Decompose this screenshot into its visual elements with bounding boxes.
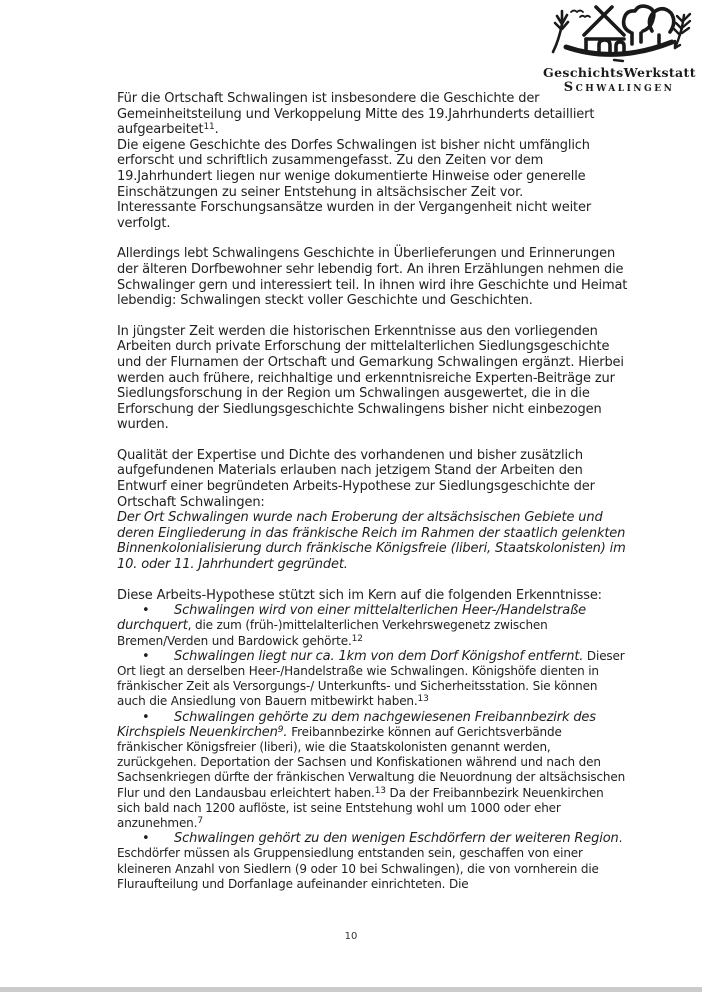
paragraph-juengste-zeit: In jüngster Zeit werden die historischen Erkenntnisse aus den vorliegenden Arbeiten durch private Erforschung der mittelalterlichen Siedlungsgeschichte und der Flurnamen der Ortschaft und Gemarkung Schwalingen ergänzt. Hierbei werden auch frühere, reichhaltige und erkenntnisreiche Experten-Beiträge zur Siedlungsforschung in der Region um Schwalingen ausgewertet, die in die Erforschung der Siedlungsgeschichte Schwalingens bisher nicht einbezogen wurden. bbox=[117, 323, 624, 433]
footnote-ref-12: 12 bbox=[351, 633, 363, 644]
paragraph-ueberlieferungen: Allerdings lebt Schwalingens Geschichte in Überlieferungen und Erinnerungen der älteren Dorfbewohner sehr lebendig fort. An ihren Erzählungen nehmen die Schwalinger gern und interessiert teil. In ihnen wird ihre Geschichte und Heimat lebendig: Schwalingen steckt voller Geschichte und Geschichten. bbox=[117, 246, 628, 309]
footnote-ref-13: 13 bbox=[417, 694, 429, 705]
logo-subtitle: Schwalingen bbox=[563, 80, 675, 95]
bullet-lead-end: . bbox=[283, 724, 292, 740]
body-text: Für die Ortschaft Schwalingen ist insbesondere die Geschichte der Gemeinheitsteilung und Verkoppelung Mitte des 19.Jahrhunderts detailliert aufgearbeitet bbox=[117, 91, 595, 138]
bullet-list bbox=[117, 603, 629, 892]
list-item-eschdoerfer bbox=[117, 831, 629, 892]
bullet-detail: Dieser Ort liegt an derselben Heer-/Handelstraße wie Schwalingen. Königshöfe dienten in fränkischer Zeit als Versorgungs-/ Unterkunfts- und Sicherheitsstation. Sie können auch die Ansiedlung von Bauern mitbewirkt haben. bbox=[117, 648, 625, 709]
logo-graphic-farmhouse-icon bbox=[544, 2, 694, 64]
bullet-detail: Freibannbezirke können auf Gerichtsverbände fränkischer Königsfreier (liberi), wie die Staatskolonisten genannt werden, zurückgehen. Deportation der Sachsen und Konfiskationen während und nach den Sachsenkriegen dürfte der fränkischen Verwaltung die Neuordnung der altsächsischen Flur und den Landausbau erleichtert haben. bbox=[117, 724, 626, 800]
body-text: . bbox=[214, 122, 219, 138]
page-number: 10 bbox=[344, 931, 358, 942]
bullet-icon: • bbox=[142, 709, 150, 725]
bullet-icon: • bbox=[142, 831, 150, 847]
bullet-lead: Schwalingen liegt nur ca. 1km von dem Dorf Königshof entfernt. bbox=[174, 648, 584, 664]
ground-swoosh-icon bbox=[566, 42, 672, 61]
paragraph-ortsgeschichte bbox=[117, 91, 629, 231]
bullet-lead-end: . bbox=[618, 831, 623, 846]
footnote-ref-11: 11 bbox=[203, 122, 215, 133]
bullet-lead: Schwalingen wird von einer mittelalterlichen Heer-/Handelstraße durchquert bbox=[117, 603, 586, 634]
wheat-right-icon bbox=[674, 14, 690, 48]
bullet-lead: Schwalingen gehörte zu dem nachgewiesenen Freibannbezirk des Kirchspiels Neuenkirchen bbox=[117, 709, 596, 740]
text-line bbox=[117, 91, 629, 138]
list-item-freibannbezirk bbox=[117, 710, 629, 832]
text-line: Interessante Forschungsansätze wurden in der Vergangenheit nicht weiter verfolgt. bbox=[117, 200, 592, 231]
bullet-detail: , die zum (früh-)mittelalterlichen Verkehrswegenetz zwischen Bremen/Verden und Bardowick gehörte. bbox=[117, 618, 548, 648]
document-body bbox=[117, 91, 629, 892]
hypothesis-statement: Der Ort Schwalingen wurde nach Eroberung der altsächsischen Gebiete und deren Eingliederung in das fränkische Reich im Rahmen der staatlich gelenkten Binnenkolonialisierung durch fränkische Königsfreie (liberi, Staatskolonisten) im 10. oder 11. Jahrhundert gegründet. bbox=[117, 510, 626, 573]
text-line: Die eigene Geschichte des Dorfes Schwalingen ist bisher nicht umfänglich erforscht und schriftlich zusammengefasst. Zu den Zeiten vor dem 19.Jahrhundert liegen nur wenige dokumentierte Hinweise oder generelle Einschätzungen zu seiner Entstehung in altsächsischer Zeit vor. bbox=[117, 137, 590, 200]
paragraph-erkenntnisse-intro: Diese Arbeits-Hypothese stützt sich im Kern auf die folgenden Erkenntnisse: bbox=[117, 587, 602, 603]
bullet-icon: • bbox=[142, 603, 150, 619]
list-item-heerstrasse bbox=[117, 603, 629, 649]
footnote-ref-13: 13 bbox=[374, 785, 386, 796]
list-item-koenigshof bbox=[117, 649, 629, 710]
logo bbox=[543, 2, 695, 95]
bullet-icon: • bbox=[142, 648, 150, 664]
window-bottom-edge bbox=[0, 987, 702, 992]
logo-title: GeschichtsWerkstatt bbox=[543, 65, 696, 80]
farmhouse-icon bbox=[584, 7, 624, 52]
bullet-lead: Schwalingen gehört zu den wenigen Eschdörfern der weiteren Region bbox=[174, 831, 619, 847]
paragraph-hypothese bbox=[117, 448, 629, 573]
trees-icon bbox=[624, 6, 674, 44]
footnote-ref-9: 9 bbox=[277, 724, 284, 735]
footnote-ref-7: 7 bbox=[197, 816, 203, 827]
birds-icon bbox=[571, 11, 590, 18]
bullet-detail: Da der Freibannbezirk Neuenkirchen sich bald nach 1200 auflöste, ist seine Entstehung wohl um 1000 oder eher anzunehmen. bbox=[117, 785, 604, 831]
text-line: Qualität der Expertise und Dichte des vorhandenen und bisher zusätzlich aufgefundenen Materials erlauben nach jetzigem Stand der Arbeiten den Entwurf einer begründeten Arbeits-Hypothese zur Siedlungsgeschichte der Ortschaft Schwalingen: bbox=[117, 447, 595, 510]
bullet-detail: Eschdörfer müssen als Gruppensiedlung entstanden sein, geschaffen von einer kleineren Anzahl von Siedlern (9 oder 10 bei Schwalingen), die von vornherein die Fluraufteilung und Dorfanlage aufeinander einrichteten. Die bbox=[117, 846, 599, 891]
